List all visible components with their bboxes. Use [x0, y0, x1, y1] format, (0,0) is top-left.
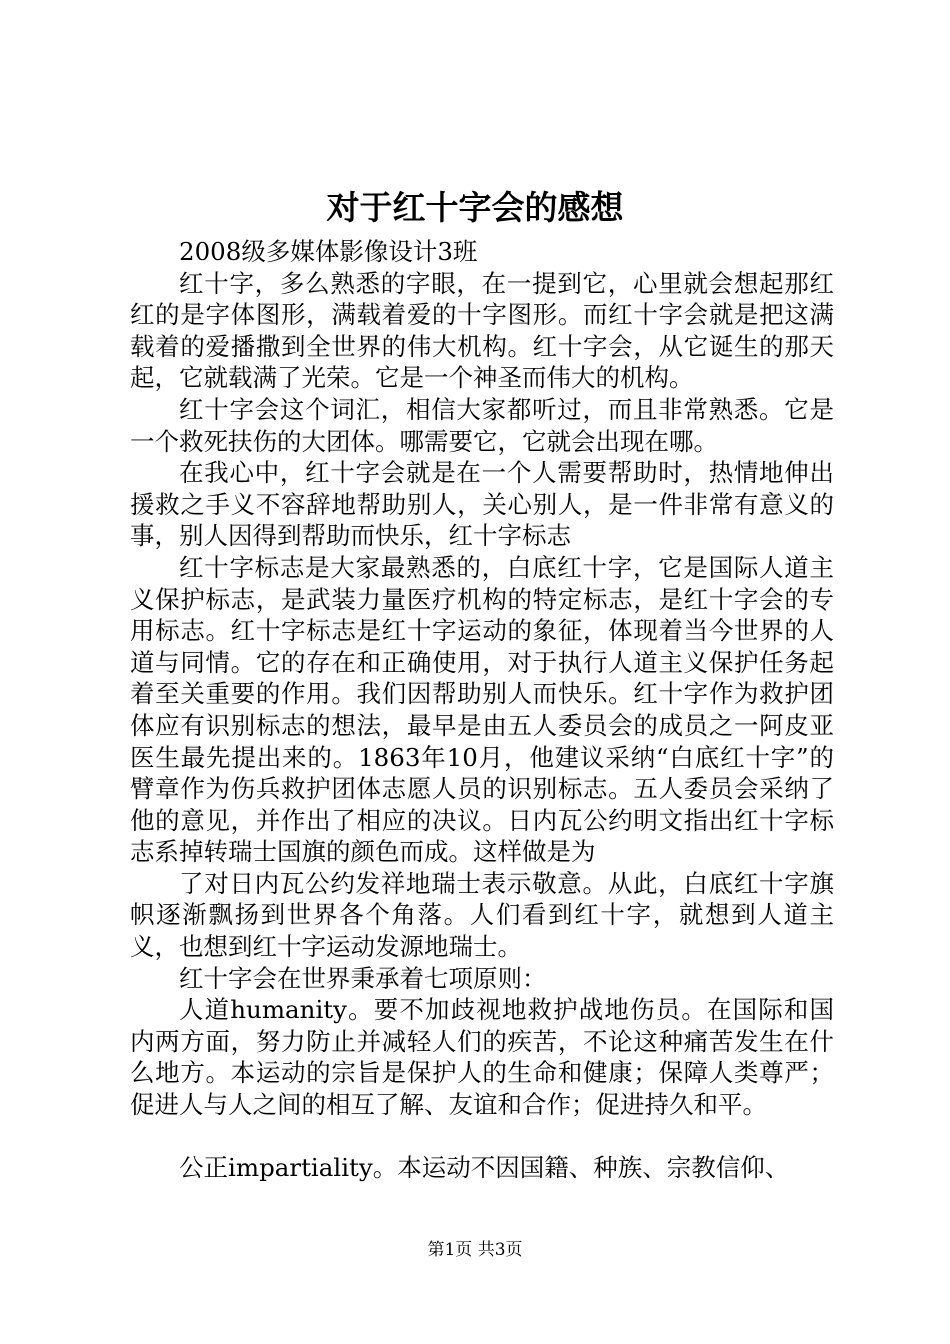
paragraph-8: 公正impartiality。本运动不因国籍、种族、宗教信仰、 — [179, 1153, 790, 1183]
paragraph-5: 了对日内瓦公约发祥地瑞士表示敬意。从此，白底红十字旗帜逐渐飘扬到世界各个角落。人们看到红十字，就想到人道主义，也想到红十字运动发源地瑞士。 — [130, 868, 834, 962]
paragraph-1: 红十字，多么熟悉的字眼，在一提到它，心里就会想起那红红的是字体图形，满载着爱的十字图形。而红十字会就是把这满载着的爱播撒到全世界的伟大机构。红十字会，从它诞生的那天起，它就载满了光荣。它是一个神圣而伟大的机构。 — [130, 268, 834, 393]
paragraph-7: 人道humanity。要不加歧视地救护战地伤员。在国际和国内两方面，努力防止并减轻人们的疾苦，不论这种痛苦发生在什么地方。本运动的宗旨是保护人的生命和健康；保障人类尊严；促进人与人之间的相互了解、友谊和合作；促进持久和平。 — [130, 995, 834, 1120]
paragraph-4: 红十字标志是大家最熟悉的，白底红十字，它是国际人道主义保护标志，是武装力量医疗机构的特定标志，是红十字会的专用标志。红十字标志是红十字运动的象征，体现着当今世界的人道与同情。它的存在和正确使用，对于执行人道主义保护任务起着至关重要的作用。我们因帮助别人而快乐。红十字作为救护团体应有识别标志的想法，最早是由五人委员会的成员之一阿皮亚医生最先提出来的。1863年10月，他建议采纳“白底红十字”的臂章作为伤兵救护团体志愿人员的识别标志。五人委员会采纳了他的意见，并作出了相应的决议。日内瓦公约明文指出红十字标志系掉转瑞士国旗的颜色而成。这样做是为 — [130, 552, 834, 867]
paragraph-3: 在我心中，红十字会就是在一个人需要帮助时，热情地伸出援救之手义不容辞地帮助别人，关心别人，是一件非常有意义的事，别人因得到帮助而快乐，红十字标志 — [130, 458, 834, 551]
paragraph-6: 红十字会在世界秉承着七项原则： — [179, 963, 547, 993]
document-title: 对于红十字会的感想 — [326, 188, 624, 227]
class-line: 2008级多媒体影像设计3班 — [179, 237, 478, 266]
document-body — [130, 236, 834, 1184]
page-footer: 第1页 共3页 — [427, 1240, 523, 1260]
paragraph-2: 红十字会这个词汇，相信大家都听过，而且非常熟悉。它是一个救死扶伤的大团体。哪需要它，它就会出现在哪。 — [130, 394, 834, 456]
